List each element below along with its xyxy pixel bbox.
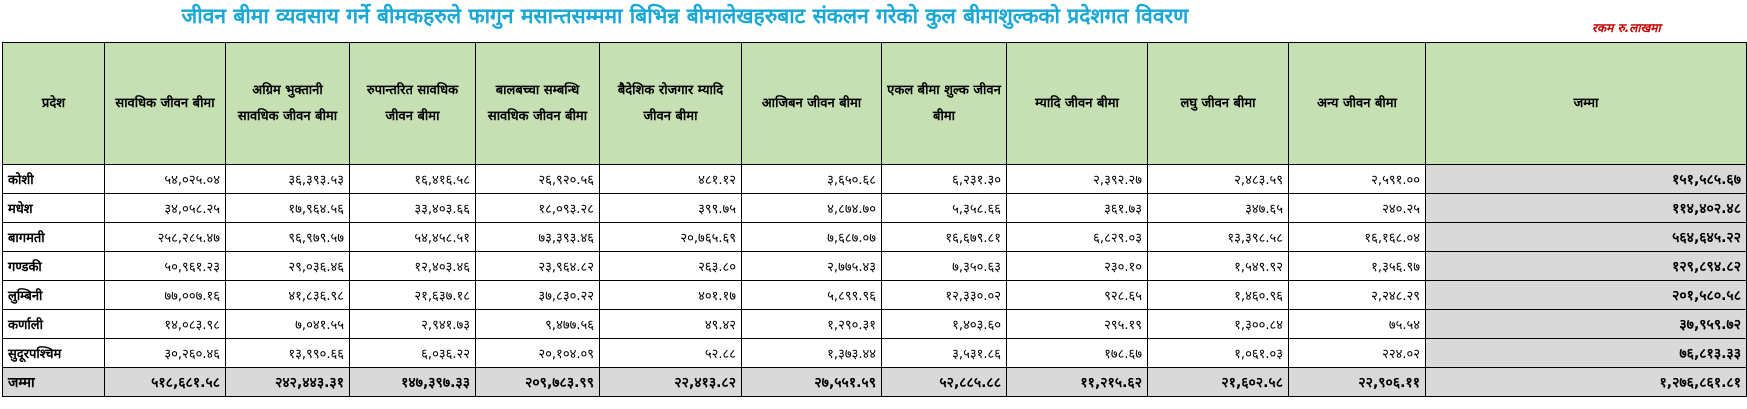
grand-total-cell: ५२,८८५.८८ bbox=[882, 368, 1007, 397]
row-total: १५१,५८५.६७ bbox=[1426, 165, 1747, 194]
column-header: एकल बीमा शुल्क जीवन बीमा bbox=[882, 43, 1007, 165]
column-header: आजिबन जीवन बीमा bbox=[742, 43, 882, 165]
table-cell: २,३९२.२७ bbox=[1007, 165, 1148, 194]
grand-total-sum: १,२७६,८६१.८१ bbox=[1426, 368, 1747, 397]
table-cell: १,३५६.९७ bbox=[1289, 252, 1426, 281]
table-cell: ३७,८३०.२२ bbox=[476, 281, 600, 310]
table-cell: ४८१.१२ bbox=[600, 165, 742, 194]
table-cell: ४१,८३६.९८ bbox=[226, 281, 350, 310]
table-cell: ७,०४१.५५ bbox=[226, 310, 350, 339]
column-header: जम्मा bbox=[1426, 43, 1747, 165]
column-header: बैदेशिक रोजगार म्यादि जीवन बीमा bbox=[600, 43, 742, 165]
column-header: लघु जीवन बीमा bbox=[1148, 43, 1289, 165]
table-cell: १३,९९०.६६ bbox=[226, 339, 350, 368]
table-cell: ३३,४०३.६६ bbox=[350, 194, 476, 223]
table-cell: ५,८९९.९६ bbox=[742, 281, 882, 310]
column-header: रुपान्तरित सावधिक जीवन बीमा bbox=[350, 43, 476, 165]
table-cell: ७,६८७.०७ bbox=[742, 223, 882, 252]
table-cell: १६,४१६.५८ bbox=[350, 165, 476, 194]
table-row bbox=[3, 252, 1747, 281]
province-name: लुम्बिनी bbox=[3, 281, 105, 310]
table-row bbox=[3, 194, 1747, 223]
table-cell: २९५.१९ bbox=[1007, 310, 1148, 339]
table-cell: ७३,३९३.४६ bbox=[476, 223, 600, 252]
grand-total-cell: १४७,३९७.३३ bbox=[350, 368, 476, 397]
header-row bbox=[3, 43, 1747, 165]
grand-total-row bbox=[3, 368, 1747, 397]
grand-total-cell: २४२,४४३.३१ bbox=[226, 368, 350, 397]
table-cell: २,४८३.५९ bbox=[1148, 165, 1289, 194]
table-cell: १६,६७९.८१ bbox=[882, 223, 1007, 252]
row-total: ११४,४०२.४८ bbox=[1426, 194, 1747, 223]
table-cell: ९२८.६५ bbox=[1007, 281, 1148, 310]
table-cell: २,५९१.०० bbox=[1289, 165, 1426, 194]
table-cell: ९६,९७९.५७ bbox=[226, 223, 350, 252]
grand-total-cell: ११,२१५.६२ bbox=[1007, 368, 1148, 397]
table-cell: ३६१.७३ bbox=[1007, 194, 1148, 223]
column-header: अन्य जीवन बीमा bbox=[1289, 43, 1426, 165]
column-header: अग्रिम भुक्तानी सावधिक जीवन बीमा bbox=[226, 43, 350, 165]
table-row bbox=[3, 281, 1747, 310]
table-cell: ३६,३९३.५३ bbox=[226, 165, 350, 194]
table-cell: २२४.०२ bbox=[1289, 339, 1426, 368]
table-cell: २५८,२८५.४७ bbox=[105, 223, 226, 252]
table-cell: २४०.२५ bbox=[1289, 194, 1426, 223]
table-cell: १,४०३.६० bbox=[882, 310, 1007, 339]
table-cell: २९,०३६.४६ bbox=[226, 252, 350, 281]
column-header: प्रदेश bbox=[3, 43, 105, 165]
grand-total-cell: २१,६०२.५८ bbox=[1148, 368, 1289, 397]
table-cell: ५४,४५८.५१ bbox=[350, 223, 476, 252]
row-total: ३७,९५९.७२ bbox=[1426, 310, 1747, 339]
table-cell: १४,०८३.९८ bbox=[105, 310, 226, 339]
table-cell: २३,९६४.८२ bbox=[476, 252, 600, 281]
page-title: जीवन बीमा व्यवसाय गर्ने बीमकहरुले फागुन मसान्तसम्ममा बिभिन्न बीमालेखहरुबाट संकलन गरेको कुल बीमाशुल्कको प्रदेशगत विवरण bbox=[181, 4, 1189, 28]
table-cell: १८,०९३.२८ bbox=[476, 194, 600, 223]
row-total: २०१,५८०.५८ bbox=[1426, 281, 1747, 310]
table-cell: ६,२३१.३० bbox=[882, 165, 1007, 194]
table-cell: १२,४०३.४६ bbox=[350, 252, 476, 281]
table-row bbox=[3, 165, 1747, 194]
table-cell: ४९.४२ bbox=[600, 310, 742, 339]
table-cell: १३,३९८.५८ bbox=[1148, 223, 1289, 252]
grand-total-cell: २२,४१३.८२ bbox=[600, 368, 742, 397]
table-cell: १,४६०.९६ bbox=[1148, 281, 1289, 310]
table-row bbox=[3, 223, 1747, 252]
table-cell: १,२९०.३१ bbox=[742, 310, 882, 339]
table-cell: ३,५३१.८६ bbox=[882, 339, 1007, 368]
table-cell: ५०,९६१.२३ bbox=[105, 252, 226, 281]
table-cell: ६,८२९.०३ bbox=[1007, 223, 1148, 252]
table-cell: ३४,०५८.२५ bbox=[105, 194, 226, 223]
grand-total-cell: २२,९०६.११ bbox=[1289, 368, 1426, 397]
table-cell: ९,४७७.५६ bbox=[476, 310, 600, 339]
table-cell: ४,८७४.७० bbox=[742, 194, 882, 223]
unit-note: रकम रु.लाखमा bbox=[1592, 21, 1661, 35]
grand-total-cell: २०९,७८३.९९ bbox=[476, 368, 600, 397]
province-name: बागमती bbox=[3, 223, 105, 252]
table-cell: २६३.८० bbox=[600, 252, 742, 281]
row-total: ७६,८१३.३३ bbox=[1426, 339, 1747, 368]
table-cell: १,०६१.०३ bbox=[1148, 339, 1289, 368]
table-cell: ४०१.१७ bbox=[600, 281, 742, 310]
province-name: कर्णाली bbox=[3, 310, 105, 339]
table-cell: १,३७३.४४ bbox=[742, 339, 882, 368]
table-cell: २,७७५.४३ bbox=[742, 252, 882, 281]
table-cell: २,२४८.२९ bbox=[1289, 281, 1426, 310]
table-row bbox=[3, 339, 1747, 368]
table-cell: २३०.१० bbox=[1007, 252, 1148, 281]
table-cell: १,५४९.९२ bbox=[1148, 252, 1289, 281]
table-cell: ३९९.७५ bbox=[600, 194, 742, 223]
province-name: गण्डकी bbox=[3, 252, 105, 281]
table-cell: १,३००.८४ bbox=[1148, 310, 1289, 339]
province-name: सुदूरपश्चिम bbox=[3, 339, 105, 368]
table-cell: ३,६५०.६८ bbox=[742, 165, 882, 194]
table-cell: ३०,२६०.४६ bbox=[105, 339, 226, 368]
table-cell: ५,३५८.६६ bbox=[882, 194, 1007, 223]
table-cell: ३४७.६५ bbox=[1148, 194, 1289, 223]
table-cell: ७,३५०.६३ bbox=[882, 252, 1007, 281]
province-name: मधेश bbox=[3, 194, 105, 223]
table-cell: ५२.८८ bbox=[600, 339, 742, 368]
row-total: ५६४,६४५.२२ bbox=[1426, 223, 1747, 252]
column-header: म्यादि जीवन बीमा bbox=[1007, 43, 1148, 165]
table-cell: १६,१६८.०४ bbox=[1289, 223, 1426, 252]
table-cell: ७७,००७.१६ bbox=[105, 281, 226, 310]
table-cell: २०,१०४.०९ bbox=[476, 339, 600, 368]
table-cell: २१,६३७.१८ bbox=[350, 281, 476, 310]
column-header: बालबच्चा सम्बन्धि सावधिक जीवन बीमा bbox=[476, 43, 600, 165]
column-header: सावधिक जीवन बीमा bbox=[105, 43, 226, 165]
table-cell: १२,३३०.०२ bbox=[882, 281, 1007, 310]
table-cell: १७८.६७ bbox=[1007, 339, 1148, 368]
table-row bbox=[3, 310, 1747, 339]
table-cell: ७५.५४ bbox=[1289, 310, 1426, 339]
table-cell: ५४,०२५.०४ bbox=[105, 165, 226, 194]
table-cell: २०,७६५.६९ bbox=[600, 223, 742, 252]
table-cell: ६,०३६.२२ bbox=[350, 339, 476, 368]
grand-total-label: जम्मा bbox=[3, 368, 105, 397]
province-name: कोशी bbox=[3, 165, 105, 194]
table-cell: २,९४१.७३ bbox=[350, 310, 476, 339]
grand-total-cell: २७,५५१.५९ bbox=[742, 368, 882, 397]
table-cell: १७,९६४.५६ bbox=[226, 194, 350, 223]
premium-table bbox=[2, 42, 1747, 397]
row-total: १२९,८९४.८२ bbox=[1426, 252, 1747, 281]
table-cell: २६,९२०.५६ bbox=[476, 165, 600, 194]
grand-total-cell: ५१८,६८१.५८ bbox=[105, 368, 226, 397]
